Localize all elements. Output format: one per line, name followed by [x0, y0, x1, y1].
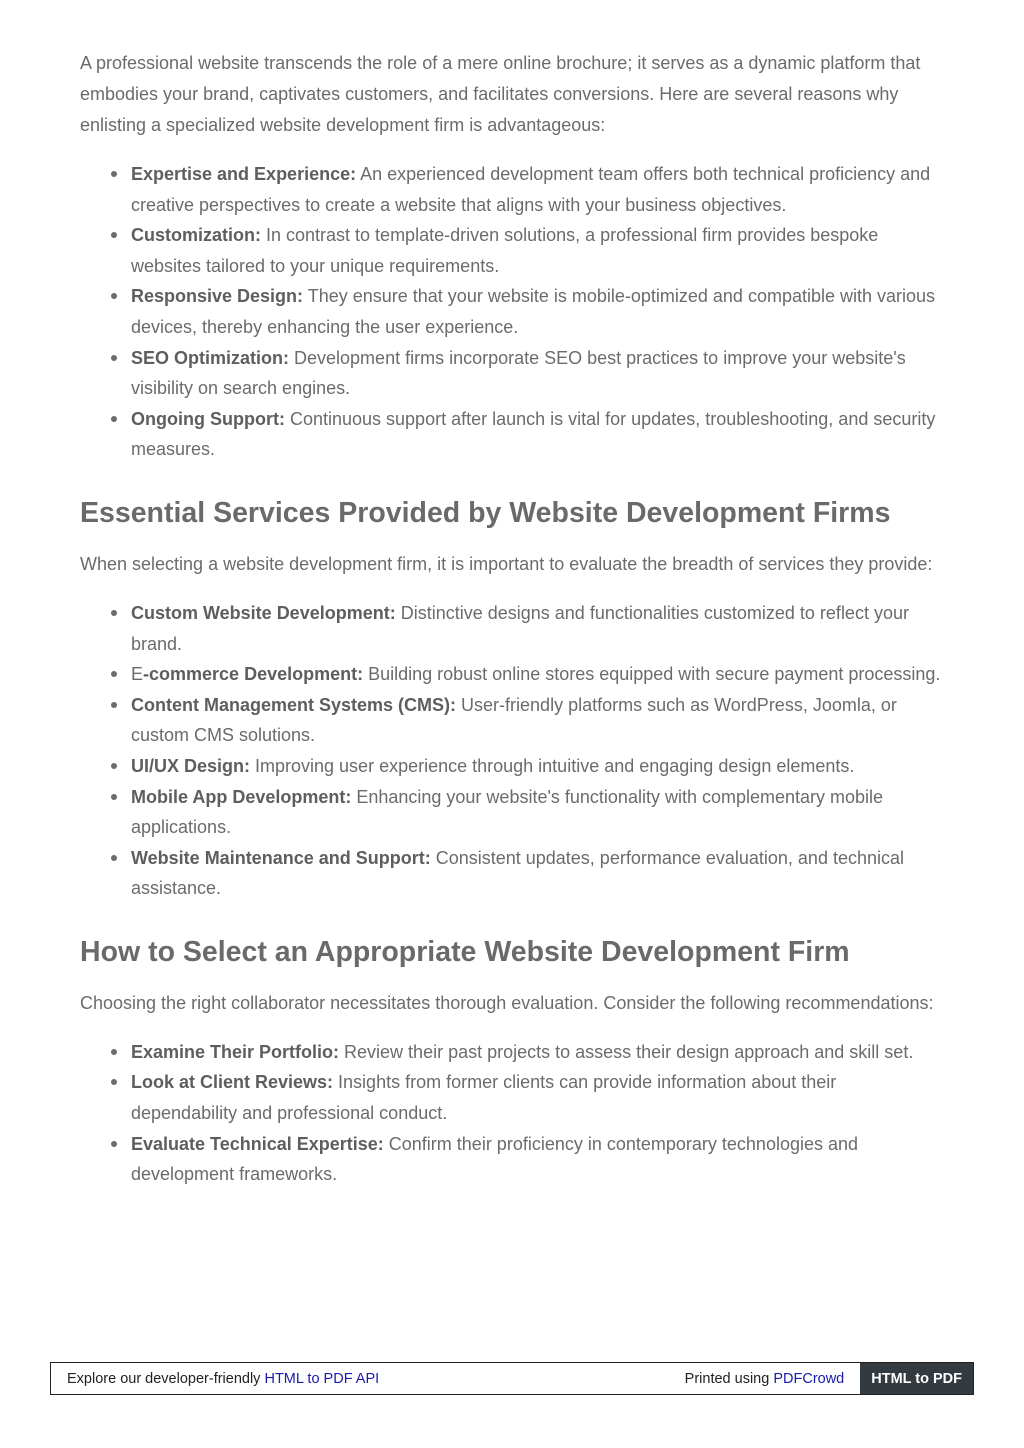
footer-printed-text: Printed using [684, 1370, 774, 1387]
list-item-description: Continuous support after launch is vital for updates, troubleshooting, and security measures. [131, 408, 936, 460]
bullet-icon [111, 763, 117, 769]
footer-explore-text: Explore our developer-friendly [67, 1370, 265, 1387]
list-item [131, 782, 942, 843]
recommendations-list [80, 1037, 942, 1190]
list-item [131, 1037, 942, 1068]
bullet-icon [111, 1049, 117, 1055]
bullet-icon [111, 702, 117, 708]
intro-paragraph: A professional website transcends the role of a mere online brochure; it serves as a dynamic platform that embodies your brand, captivates customers, and facilitates conversions. Here are several reasons why enlisting a specialized website development firm is advantageous: [80, 53, 921, 135]
list-item-term: UI/UX Design: [131, 755, 251, 776]
list-item-description: Distinctive designs and functionalities customized to reflect your brand. [131, 602, 909, 654]
list-item-term: Customization: [131, 225, 261, 246]
list-item-description: Consistent updates, performance evaluation, and technical assistance. [131, 847, 904, 899]
list-item [131, 1067, 942, 1128]
list-item-term: Examine Their Portfolio: [131, 1041, 340, 1062]
list-item-term: Responsive Design: [131, 286, 304, 307]
reasons-list [80, 159, 942, 465]
section-heading-select-firm: How to Select an Appropriate Website Development Firm [80, 935, 850, 968]
section-heading-services: Essential Services Provided by Website Development Firms [80, 496, 891, 529]
pdfcrowd-footer [50, 1362, 974, 1395]
list-item [131, 343, 942, 404]
list-item [131, 159, 942, 220]
list-item-term: SEO Optimization: [131, 347, 290, 368]
list-item-description: Enhancing your website's functionality with complementary mobile applications. [131, 786, 884, 838]
html-to-pdf-badge[interactable]: HTML to PDF [860, 1363, 973, 1394]
list-item-term: Expertise and Experience: [131, 164, 357, 184]
services-intro-paragraph: When selecting a website development firm, it is important to evaluate the breadth of services they provide: [80, 553, 933, 574]
bullet-icon [111, 794, 117, 800]
bullet-icon [111, 855, 117, 861]
list-item-term: Ongoing Support: [131, 408, 285, 429]
bullet-icon [111, 610, 117, 616]
pdfcrowd-link[interactable]: PDFCrowd [773, 1370, 845, 1387]
list-item-term: Content Management Systems (CMS): [131, 694, 457, 715]
list-item-description: Building robust online stores equipped with secure payment processing. [363, 664, 941, 685]
footer-left [51, 1371, 685, 1387]
bullet-icon [111, 171, 117, 177]
bullet-icon [111, 1141, 117, 1147]
bullet-icon [111, 1079, 117, 1085]
list-item-description: Confirm their proficiency in contemporary technologies and development frameworks. [131, 1133, 859, 1185]
list-item-term: Website Maintenance and Support: [131, 847, 431, 868]
list-item-description: User-friendly platforms such as WordPress, Joomla, or custom CMS solutions. [131, 694, 897, 746]
list-item-term: Look at Client Reviews: [131, 1072, 334, 1093]
list-item-description: In contrast to template-driven solutions, a professional firm provides bespoke websites tailored to your unique requirements. [131, 225, 879, 276]
bullet-icon [111, 355, 117, 361]
bullet-icon [111, 293, 117, 299]
list-item [131, 843, 942, 904]
list-item-description: Insights from former clients can provide information about their dependability and professional conduct. [131, 1072, 837, 1124]
bullet-icon [111, 232, 117, 238]
list-item [131, 281, 942, 342]
list-item-term: Evaluate Technical Expertise: [131, 1133, 384, 1154]
footer-printed-using [685, 1371, 861, 1387]
list-item [131, 220, 942, 281]
bullet-icon [111, 416, 117, 422]
list-item [131, 1129, 942, 1190]
html-to-pdf-api-link[interactable]: HTML to PDF API [264, 1370, 380, 1387]
list-item-description: They ensure that your website is mobile-optimized and compatible with various devices, thereby enhancing the user experience. [131, 286, 936, 337]
list-item-term: Mobile App Development: [131, 786, 352, 807]
list-item-term: -commerce Development: [143, 664, 364, 685]
list-item-description: Development firms incorporate SEO best practices to improve your website's visibility on search engines. [131, 347, 906, 399]
list-item-prefix: E [131, 664, 144, 685]
select-intro-paragraph: Choosing the right collaborator necessitates thorough evaluation. Consider the following recommendations: [80, 992, 934, 1013]
list-item [131, 598, 942, 659]
list-item [131, 659, 942, 690]
list-item [131, 751, 942, 782]
list-item-term: Custom Website Development: [131, 602, 396, 623]
list-item [131, 404, 942, 465]
article-body [80, 48, 942, 1190]
list-item-description: Improving user experience through intuitive and engaging design elements. [250, 755, 855, 776]
list-item [131, 690, 942, 751]
list-item-description: Review their past projects to assess their design approach and skill set. [339, 1041, 914, 1062]
list-item-description: An experienced development team offers both technical proficiency and creative perspectives to create a website that aligns with your business objectives. [131, 164, 931, 215]
bullet-icon [111, 671, 117, 677]
services-list [80, 598, 942, 904]
